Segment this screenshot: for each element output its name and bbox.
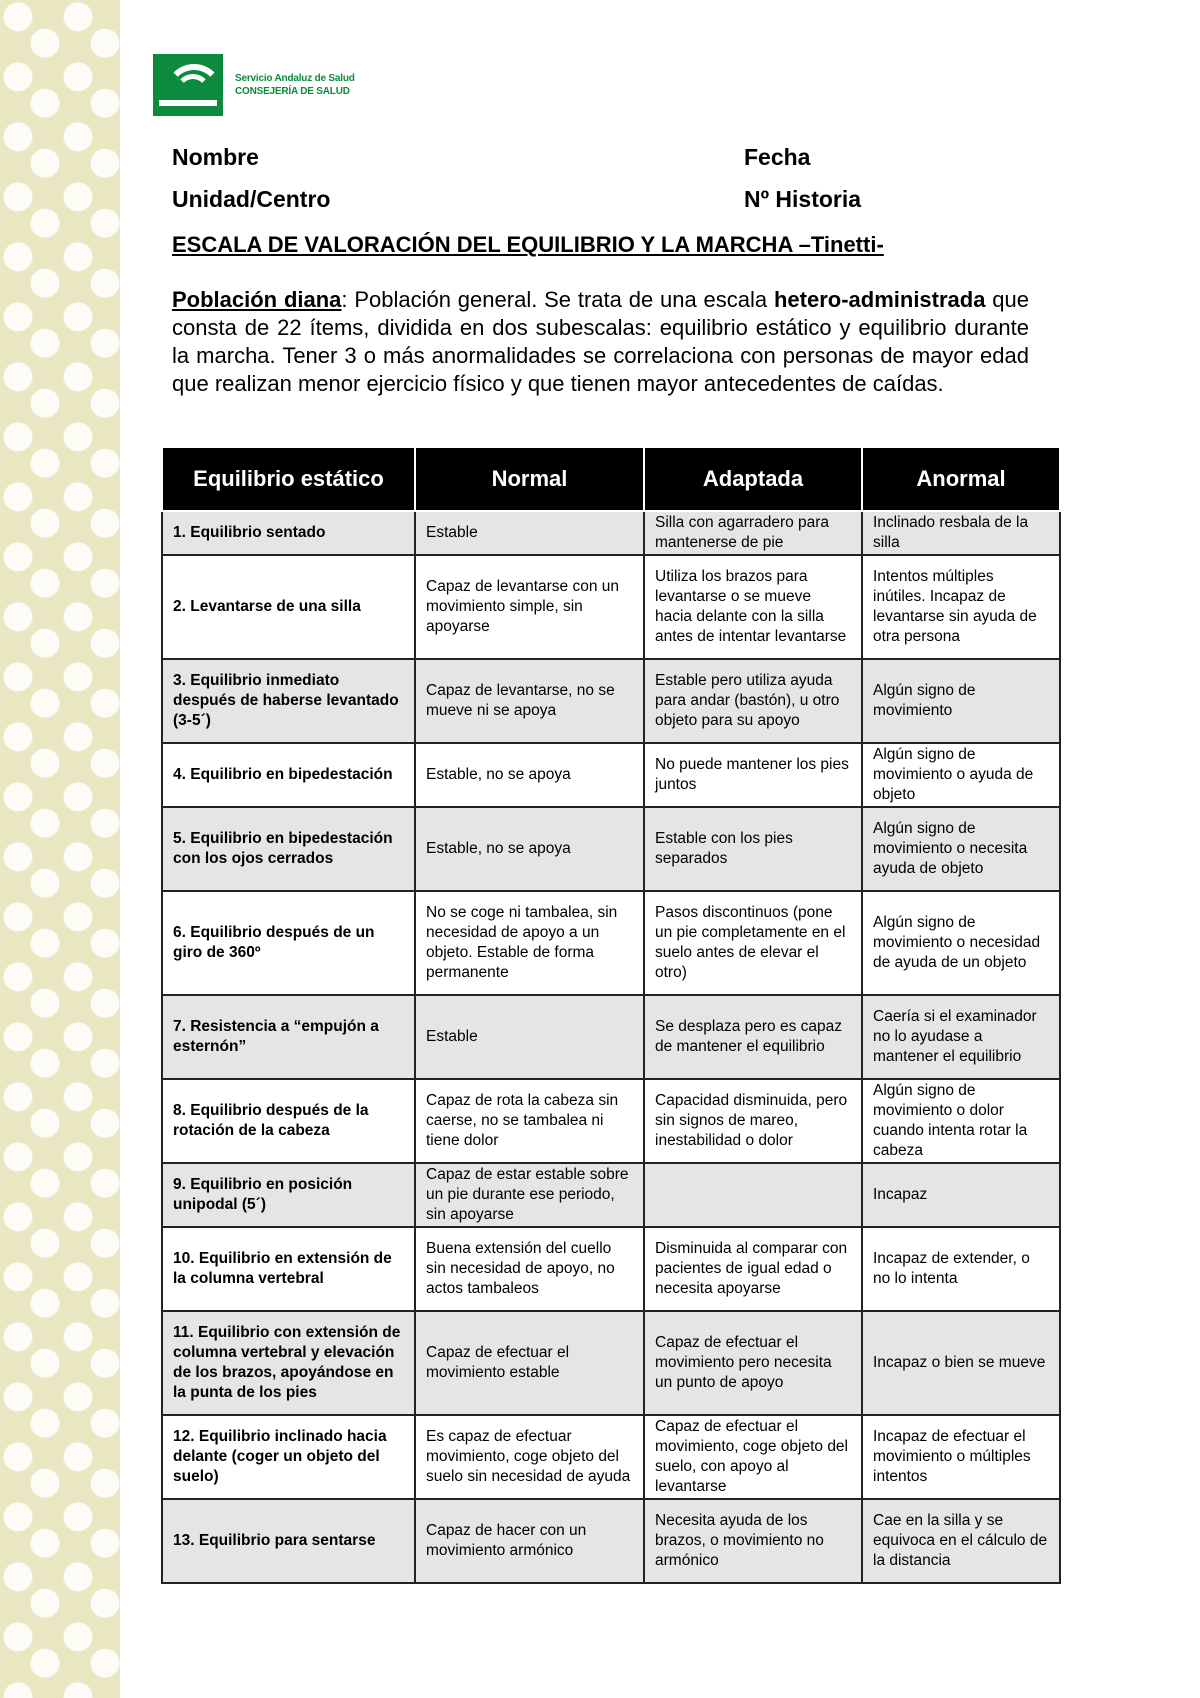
adaptada-cell: Estable con los pies separados bbox=[644, 807, 862, 891]
header-adaptada: Adaptada bbox=[644, 447, 862, 511]
junta-andalucia-emblem bbox=[153, 54, 223, 116]
item-cell: 3. Equilibrio inmediato después de haberse levantado (3-5´) bbox=[162, 659, 415, 743]
item-cell: 8. Equilibrio después de la rotación de la cabeza bbox=[162, 1079, 415, 1163]
anormal-cell: Intentos múltiples inútiles. Incapaz de levantarse sin ayuda de otra persona bbox=[862, 555, 1060, 659]
item-cell: 6. Equilibrio después de un giro de 360º bbox=[162, 891, 415, 995]
table-header-row bbox=[162, 447, 1060, 511]
adaptada-cell: Disminuida al comparar con pacientes de igual edad o necesita apoyarse bbox=[644, 1227, 862, 1311]
anormal-cell: Incapaz de extender, o no lo intenta bbox=[862, 1227, 1060, 1311]
item-cell: 5. Equilibrio en bipedestación con los ojos cerrados bbox=[162, 807, 415, 891]
logo-line-1: Servicio Andaluz de Salud bbox=[235, 73, 355, 84]
anormal-cell: Algún signo de movimiento bbox=[862, 659, 1060, 743]
item-cell: 2. Levantarse de una silla bbox=[162, 555, 415, 659]
unidad-centro-label: Unidad/Centro bbox=[172, 186, 331, 212]
anormal-cell: Algún signo de movimiento o ayuda de objeto bbox=[862, 743, 1060, 807]
adaptada-cell: Utiliza los brazos para levantarse o se mueve hacia delante con la silla antes de intentar levantarse bbox=[644, 555, 862, 659]
table-row bbox=[162, 1415, 1060, 1499]
intro-paragraph bbox=[172, 286, 1029, 398]
tinetti-balance-table bbox=[161, 446, 1061, 1584]
adaptada-cell: No puede mantener los pies juntos bbox=[644, 743, 862, 807]
normal-cell: Estable bbox=[415, 995, 644, 1079]
item-cell: 11. Equilibrio con extensión de columna vertebral y elevación de los brazos, apoyándose en la punta de los pies bbox=[162, 1311, 415, 1415]
intro-text-1: : Población general. Se trata de una escala bbox=[341, 287, 774, 312]
normal-cell: Estable, no se apoya bbox=[415, 743, 644, 807]
anormal-cell: Caería si el examinador no lo ayudase a mantener el equilibrio bbox=[862, 995, 1060, 1079]
item-cell: 1. Equilibrio sentado bbox=[162, 511, 415, 555]
normal-cell: Estable, no se apoya bbox=[415, 807, 644, 891]
logo-line-2: CONSEJERÍA DE SALUD bbox=[235, 86, 350, 97]
header-normal: Normal bbox=[415, 447, 644, 511]
normal-cell: Capaz de levantarse con un movimiento simple, sin apoyarse bbox=[415, 555, 644, 659]
table-row bbox=[162, 659, 1060, 743]
table-row bbox=[162, 743, 1060, 807]
decorative-side-strip bbox=[0, 0, 120, 1698]
adaptada-cell: Capacidad disminuida, pero sin signos de mareo, inestabilidad o dolor bbox=[644, 1079, 862, 1163]
anormal-cell: Incapaz bbox=[862, 1163, 1060, 1227]
table-row bbox=[162, 995, 1060, 1079]
table-row bbox=[162, 1227, 1060, 1311]
normal-cell: Capaz de levantarse, no se mueve ni se apoya bbox=[415, 659, 644, 743]
anormal-cell: Inclinado resbala de la silla bbox=[862, 511, 1060, 555]
intro-text-2: que consta de 22 ítems, dividida en dos subescalas: equilibrio estático y equilibrio durante la marcha. Tener 3 o más anormalidades se correlaciona con personas de mayor edad que realizan menor ejercicio físico y que tienen mayor antecedentes de caídas. bbox=[172, 287, 1029, 396]
normal-cell: Capaz de efectuar el movimiento estable bbox=[415, 1311, 644, 1415]
adaptada-cell bbox=[644, 1163, 862, 1227]
fecha-label: Fecha bbox=[744, 144, 811, 170]
table-row bbox=[162, 511, 1060, 555]
table-row bbox=[162, 1079, 1060, 1163]
anormal-cell: Algún signo de movimiento o necesita ayuda de objeto bbox=[862, 807, 1060, 891]
table-row bbox=[162, 807, 1060, 891]
table-row bbox=[162, 1163, 1060, 1227]
item-cell: 12. Equilibrio inclinado hacia delante (coger un objeto del suelo) bbox=[162, 1415, 415, 1499]
adaptada-cell: Silla con agarradero para mantenerse de pie bbox=[644, 511, 862, 555]
adaptada-cell: Necesita ayuda de los brazos, o movimiento no armónico bbox=[644, 1499, 862, 1583]
table-row bbox=[162, 891, 1060, 995]
nombre-label: Nombre bbox=[172, 144, 259, 170]
item-cell: 10. Equilibrio en extensión de la columna vertebral bbox=[162, 1227, 415, 1311]
historia-label: Nº Historia bbox=[744, 186, 862, 212]
item-cell: 7. Resistencia a “empujón a esternón” bbox=[162, 995, 415, 1079]
adaptada-cell: Se desplaza pero es capaz de mantener el equilibrio bbox=[644, 995, 862, 1079]
anormal-cell: Cae en la silla y se equivoca en el cálculo de la distancia bbox=[862, 1499, 1060, 1583]
normal-cell: Es capaz de efectuar movimiento, coge objeto del suelo sin necesidad de ayuda bbox=[415, 1415, 644, 1499]
logo-text bbox=[235, 72, 355, 98]
adaptada-cell: Capaz de efectuar el movimiento, coge objeto del suelo, con apoyo al levantarse bbox=[644, 1415, 862, 1499]
item-cell: 4. Equilibrio en bipedestación bbox=[162, 743, 415, 807]
item-cell: 13. Equilibrio para sentarse bbox=[162, 1499, 415, 1583]
anormal-cell: Algún signo de movimiento o dolor cuando intenta rotar la cabeza bbox=[862, 1079, 1060, 1163]
normal-cell: Capaz de estar estable sobre un pie durante ese periodo, sin apoyarse bbox=[415, 1163, 644, 1227]
normal-cell: Capaz de hacer con un movimiento armónico bbox=[415, 1499, 644, 1583]
normal-cell: Buena extensión del cuello sin necesidad de apoyo, no actos tambaleos bbox=[415, 1227, 644, 1311]
table-row bbox=[162, 1499, 1060, 1583]
document-title: ESCALA DE VALORACIÓN DEL EQUILIBRIO Y LA MARCHA –Tinetti- bbox=[172, 232, 884, 257]
item-cell: 9. Equilibrio en posición unipodal (5´) bbox=[162, 1163, 415, 1227]
anormal-cell: Algún signo de movimiento o necesidad de ayuda de un objeto bbox=[862, 891, 1060, 995]
adaptada-cell: Estable pero utiliza ayuda para andar (bastón), u otro objeto para su apoyo bbox=[644, 659, 862, 743]
sas-logo bbox=[153, 54, 355, 116]
header-anormal: Anormal bbox=[862, 447, 1060, 511]
adaptada-cell: Pasos discontinuos (pone un pie completamente en el suelo antes de elevar el otro) bbox=[644, 891, 862, 995]
table-row bbox=[162, 555, 1060, 659]
adaptada-cell: Capaz de efectuar el movimiento pero necesita un punto de apoyo bbox=[644, 1311, 862, 1415]
anormal-cell: Incapaz o bien se mueve bbox=[862, 1311, 1060, 1415]
intro-label: Población diana bbox=[172, 287, 342, 312]
intro-bold: hetero-administrada bbox=[773, 287, 986, 312]
normal-cell: Estable bbox=[415, 511, 644, 555]
table-row bbox=[162, 1311, 1060, 1415]
normal-cell: Capaz de rota la cabeza sin caerse, no se tambalea ni tiene dolor bbox=[415, 1079, 644, 1163]
anormal-cell: Incapaz de efectuar el movimiento o múltiples intentos bbox=[862, 1415, 1060, 1499]
normal-cell: No se coge ni tambalea, sin necesidad de apoyo a un objeto. Estable de forma permanente bbox=[415, 891, 644, 995]
header-equilibrio-estatico: Equilibrio estático bbox=[162, 447, 415, 511]
